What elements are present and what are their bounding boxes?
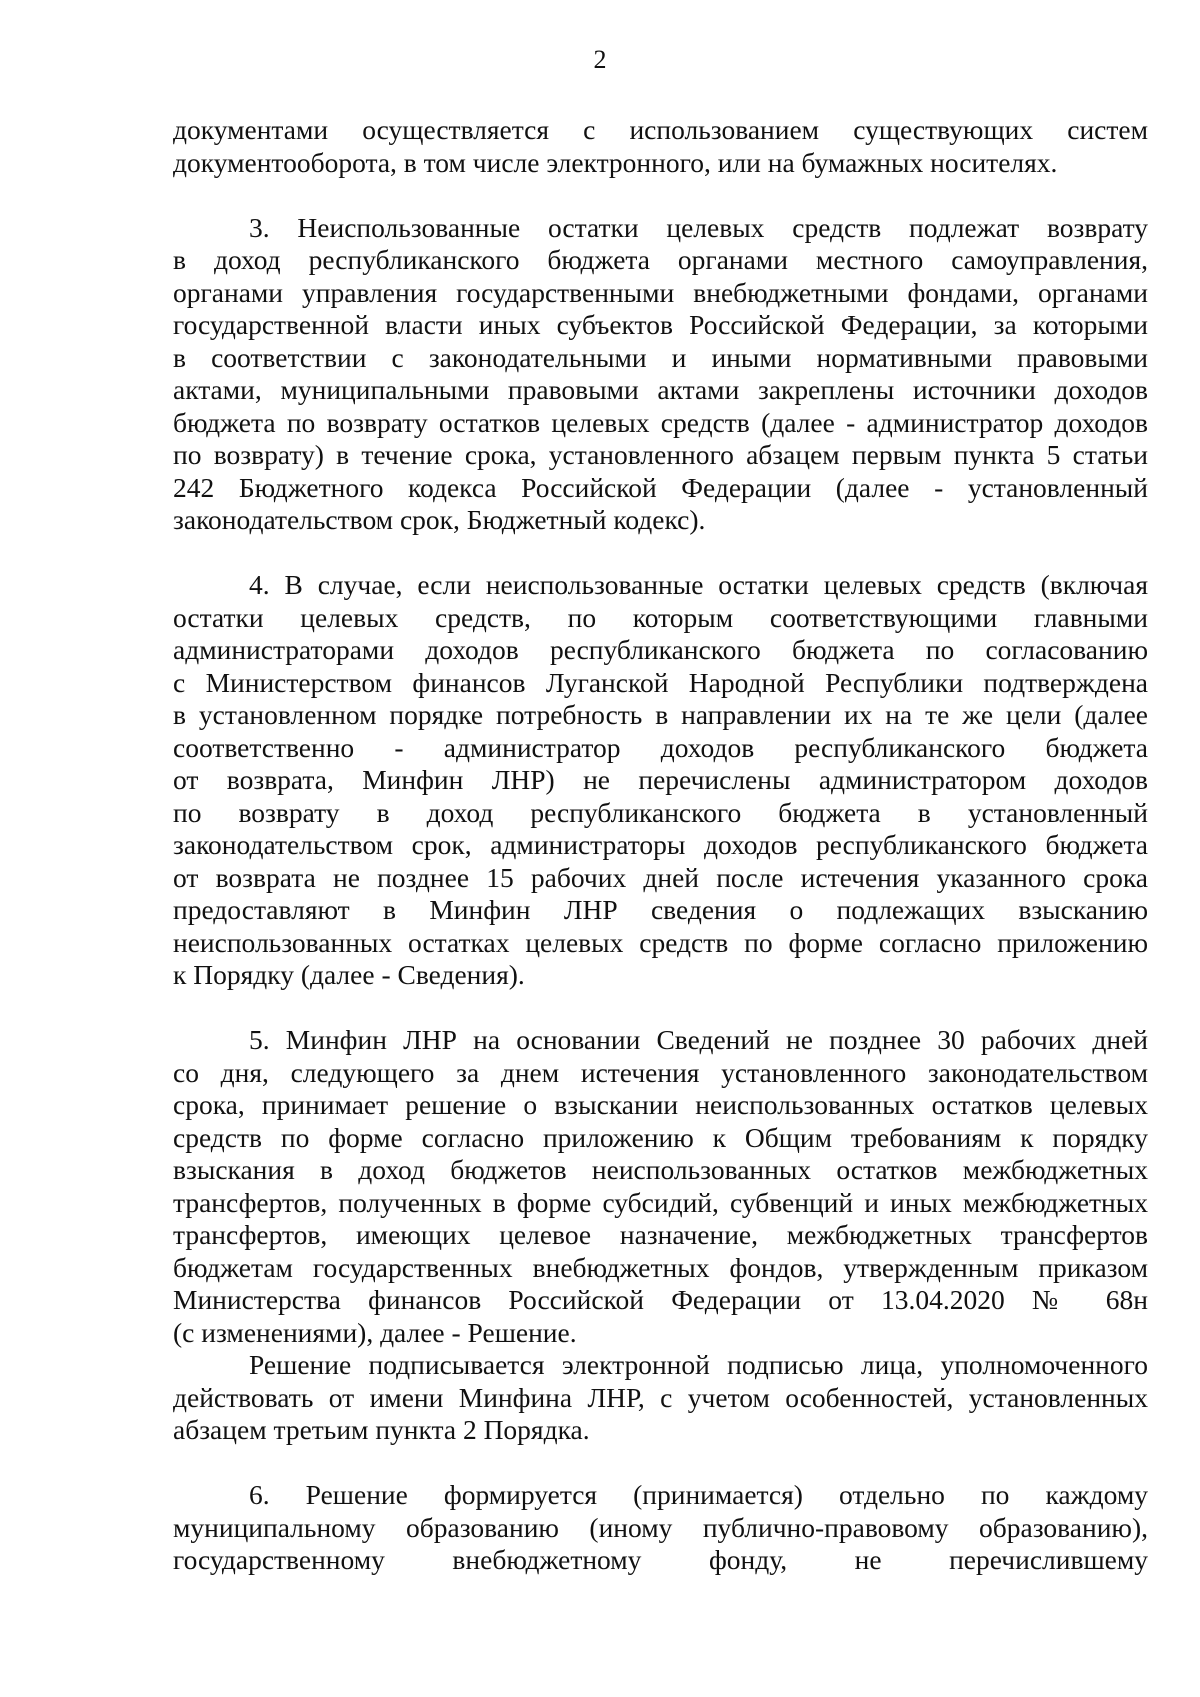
paragraph-line: документами осуществляется с использованием существующих систем bbox=[173, 114, 1148, 145]
paragraph-6 bbox=[173, 1479, 1148, 1577]
paragraph-line: 242 Бюджетного кодекса Российской Федерации (далее - установленный bbox=[173, 471, 1148, 503]
paragraph-line: от возврата не позднее 15 рабочих дней после истечения указанного срока bbox=[173, 861, 1148, 893]
paragraph-line: неиспользованных остатках целевых средств по форме согласно приложению bbox=[173, 926, 1148, 958]
paragraph-line: к Порядку (далее - Сведения). bbox=[173, 959, 525, 990]
paragraph-line: государственному внебюджетному фонду, не перечислившему bbox=[173, 1544, 1148, 1575]
page-number: 2 bbox=[593, 45, 607, 74]
document-body bbox=[173, 114, 1148, 1577]
paragraph-line: Решение подписывается электронной подписью лица, уполномоченного bbox=[249, 1349, 1148, 1380]
paragraph-line: бюджетам государственных внебюджетных фондов, утвержденным приказом bbox=[173, 1251, 1148, 1283]
paragraph-line: предоставляют в Минфин ЛНР сведения о подлежащих взысканию bbox=[173, 894, 1148, 925]
paragraph-2 bbox=[173, 212, 1148, 537]
paragraph-line: администраторами доходов республиканского бюджета по согласованию bbox=[173, 634, 1148, 665]
paragraph-5 bbox=[173, 1349, 1148, 1447]
paragraph-line: соответственно - администратор доходов республиканского бюджета bbox=[173, 731, 1148, 763]
paragraph-line: муниципальному образованию (иному публично-правовому образованию), bbox=[173, 1511, 1148, 1543]
paragraph-line: в установленном порядке потребность в направлении их на те же цели (далее bbox=[173, 699, 1148, 730]
paragraph-line: с Министерством финансов Луганской Народной Республики подтверждена bbox=[173, 666, 1148, 698]
paragraph-line: законодательством срок, администраторы доходов республиканского бюджета bbox=[173, 829, 1148, 860]
paragraph-line: органами управления государственными внебюджетными фондами, органами bbox=[173, 276, 1148, 308]
paragraph-line: Министерства финансов Российской Федерации от 13.04.2020 № 68н bbox=[173, 1284, 1148, 1315]
paragraph-3 bbox=[173, 569, 1148, 992]
paragraph-line: средств по форме согласно приложению к Общим требованиям к порядку bbox=[173, 1121, 1148, 1153]
paragraph-line: законодательством срок, Бюджетный кодекс). bbox=[173, 504, 706, 535]
paragraph-line: действовать от имени Минфина ЛНР, с учетом особенностей, установленных bbox=[173, 1381, 1148, 1413]
paragraph-line: от возврата, Минфин ЛНР) не перечислены администратором доходов bbox=[173, 764, 1148, 795]
paragraph-line: в доход республиканского бюджета органами местного самоуправления, bbox=[173, 244, 1148, 275]
paragraph-line: трансфертов, полученных в форме субсидий, субвенций и иных межбюджетных bbox=[173, 1186, 1148, 1218]
paragraph-4 bbox=[173, 1024, 1148, 1349]
paragraph-line: остатки целевых средств, по которым соответствующими главными bbox=[173, 601, 1148, 633]
paragraph-line: по возврату) в течение срока, установленного абзацем первым пункта 5 статьи bbox=[173, 439, 1148, 470]
paragraph-line: 4. В случае, если неиспользованные остатки целевых средств (включая bbox=[249, 569, 1148, 600]
paragraph-line: трансфертов, имеющих целевое назначение, межбюджетных трансфертов bbox=[173, 1219, 1148, 1250]
paragraph-1 bbox=[173, 114, 1148, 179]
paragraph-line: срока, принимает решение о взыскании неиспользованных остатков целевых bbox=[173, 1089, 1148, 1120]
paragraph-line: 6. Решение формируется (принимается) отдельно по каждому bbox=[249, 1479, 1148, 1510]
paragraph-line: по возврату в доход республиканского бюджета в установленный bbox=[173, 796, 1148, 828]
paragraph-line: документооборота, в том числе электронного, или на бумажных носителях. bbox=[173, 146, 1058, 178]
paragraph-line: бюджета по возврату остатков целевых средств (далее - администратор доходов bbox=[173, 406, 1148, 438]
paragraph-line: (с изменениями), далее - Решение. bbox=[173, 1316, 577, 1348]
paragraph-line: государственной власти иных субъектов Российской Федерации, за которыми bbox=[173, 309, 1148, 340]
paragraph-line: 5. Минфин ЛНР на основании Сведений не позднее 30 рабочих дней bbox=[249, 1024, 1148, 1055]
paragraph-line: со дня, следующего за днем истечения установленного законодательством bbox=[173, 1056, 1148, 1088]
paragraph-line: 3. Неиспользованные остатки целевых средств подлежат возврату bbox=[249, 211, 1148, 243]
paragraph-line: актами, муниципальными правовыми актами закреплены источники доходов bbox=[173, 374, 1148, 405]
paragraph-line: в соответствии с законодательными и иными нормативными правовыми bbox=[173, 341, 1148, 373]
paragraph-line: абзацем третьим пункта 2 Порядка. bbox=[173, 1414, 590, 1445]
paragraph-line: взыскания в доход бюджетов неиспользованных остатков межбюджетных bbox=[173, 1154, 1148, 1185]
